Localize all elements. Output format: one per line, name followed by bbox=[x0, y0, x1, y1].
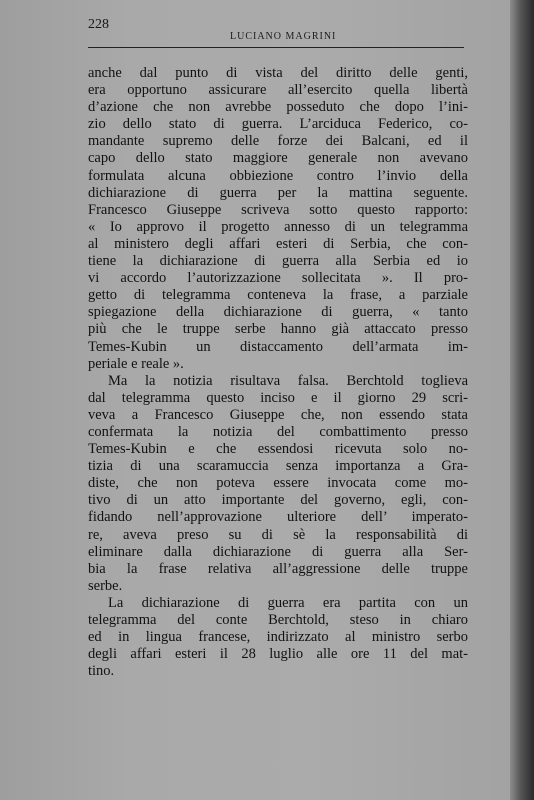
text-line: serbe. bbox=[88, 577, 123, 594]
text-line: tizia di una scaramuccia senza importanza a Gra- bbox=[88, 458, 468, 475]
text-line: degli affari esteri il 28 luglio alle ore 11 del mat- bbox=[88, 646, 468, 663]
text-line: Temes-Kubin un distaccamento dell’armata im- bbox=[88, 338, 468, 355]
text-line: formulata alcuna obbiezione contro l’invio della bbox=[88, 167, 468, 184]
text-line: fidando nell’approvazione ulteriore dell’ imperato- bbox=[88, 509, 468, 526]
paragraph bbox=[88, 595, 468, 680]
page-number: 228 bbox=[88, 17, 109, 32]
text-line: bia la frase relativa all’aggressione delle truppe bbox=[88, 560, 468, 577]
text-line: d’azione che non avrebbe posseduto che dopo l’ini- bbox=[88, 99, 468, 116]
text-line: più che le truppe serbe hanno già attaccato presso bbox=[88, 321, 468, 338]
paragraph bbox=[88, 373, 468, 595]
text-line: era opportuno assicurare all’esercito quella libertà bbox=[88, 82, 468, 99]
text-line: mandante supremo delle forze dei Balcani, ed il bbox=[88, 133, 468, 150]
text-line: ed in lingua francese, indirizzato al ministro serbo bbox=[88, 629, 468, 646]
text-line: Francesco Giuseppe scriveva sotto questo rapporto: bbox=[88, 201, 468, 218]
text-line: periale e reale ». bbox=[88, 355, 184, 372]
text-line: Temes-Kubin e che essendosi ricevuta solo no- bbox=[88, 441, 468, 458]
text-line: La dichiarazione di guerra era partita con un bbox=[108, 594, 468, 611]
text-line: zio dello stato di guerra. L’arciduca Federico, co- bbox=[88, 116, 468, 133]
text-line: confermata la notizia del combattimento presso bbox=[88, 423, 468, 440]
text-line: telegramma del conte Berchtold, steso in chiaro bbox=[88, 612, 468, 628]
body-text bbox=[88, 65, 468, 680]
text-line: re, aveva preso su di sè la responsabilità di bbox=[88, 526, 468, 543]
running-head: LUCIANO MAGRINI bbox=[230, 31, 337, 42]
text-line: tivo di un atto importante del governo, egli, con- bbox=[88, 492, 468, 509]
text-line: tino. bbox=[88, 663, 115, 680]
text-line: eliminare dalla dichiarazione di guerra alla Ser- bbox=[88, 543, 468, 560]
text-line: diste, che non poteva essere invocata come mo- bbox=[88, 475, 468, 492]
text-line: dichiarazione di guerra per la mattina seguente. bbox=[88, 184, 468, 201]
text-line: veva a Francesco Giuseppe che, non essendo stata bbox=[88, 406, 468, 423]
text-line: getto di telegramma conteneva la frase, a parziale bbox=[88, 287, 468, 304]
book-spine-shadow bbox=[510, 0, 534, 800]
paragraph bbox=[88, 65, 468, 373]
header-rule bbox=[88, 47, 464, 48]
text-line: tiene la dichiarazione di guerra alla Serbia ed io bbox=[88, 253, 468, 270]
text-line: « Io approvo il progetto annesso di un telegramma bbox=[88, 218, 468, 235]
text-line: spiegazione della dichiarazione di guerra, « tanto bbox=[88, 304, 468, 321]
text-line: capo dello stato maggiore generale non avevano bbox=[88, 150, 468, 167]
text-line: vi accordo l’autorizzazione sollecitata ». Il pro- bbox=[88, 270, 468, 287]
text-line: al ministero degli affari esteri di Serbia, che con- bbox=[88, 235, 468, 252]
text-line: Ma la notizia risultava falsa. Berchtold toglieva bbox=[108, 372, 468, 389]
text-line: dal telegramma questo inciso e il giorno 29 scri- bbox=[88, 389, 468, 406]
text-line: anche dal punto di vista del diritto delle genti, bbox=[88, 65, 468, 81]
